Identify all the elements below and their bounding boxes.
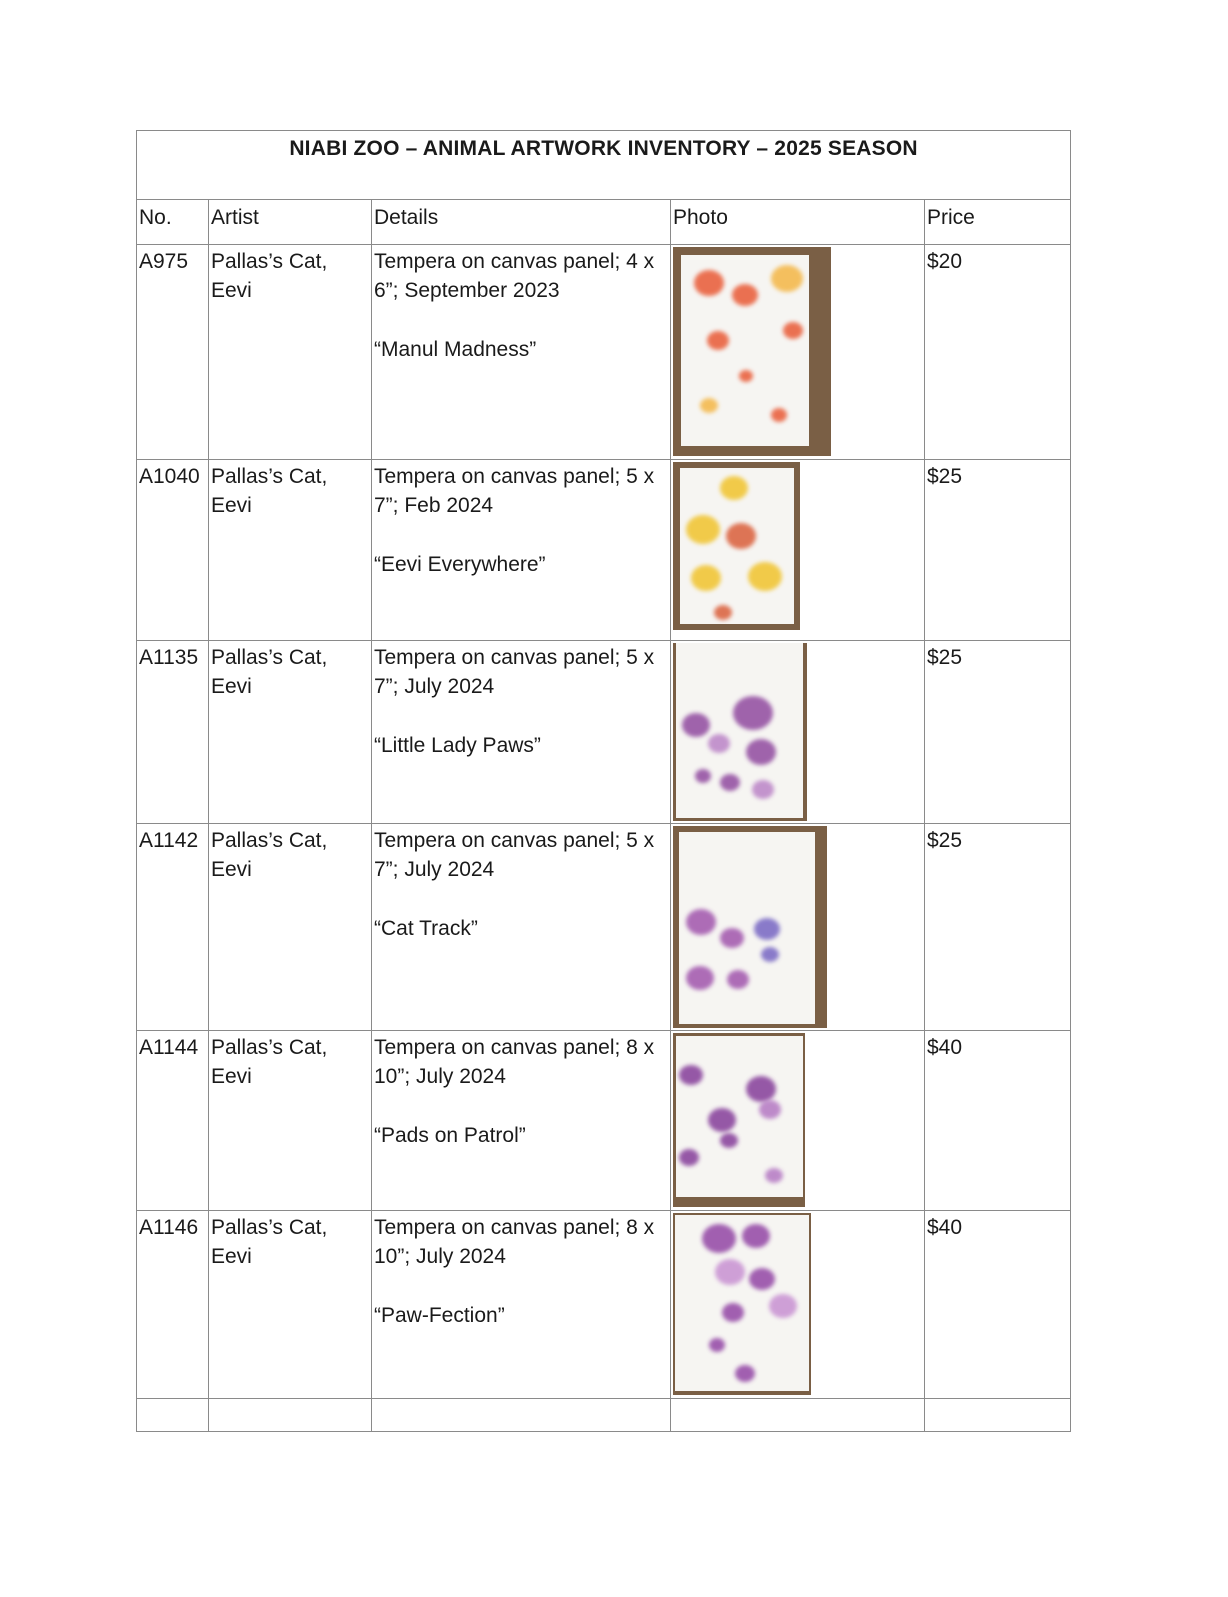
column-header-details: Details bbox=[372, 200, 671, 245]
artwork-photo bbox=[673, 1213, 811, 1395]
paint-blot bbox=[722, 1303, 744, 1322]
paint-blot bbox=[759, 1100, 781, 1119]
item-number: A1146 bbox=[137, 1211, 209, 1399]
item-details bbox=[372, 641, 671, 824]
paint-blot bbox=[739, 370, 753, 382]
table-row bbox=[137, 245, 1071, 460]
paint-blot bbox=[709, 1338, 725, 1352]
paint-blot bbox=[714, 605, 732, 620]
empty-cell bbox=[925, 1399, 1071, 1432]
empty-row bbox=[137, 1399, 1071, 1432]
header-row bbox=[137, 200, 1071, 245]
paint-blot bbox=[694, 270, 724, 296]
item-price: $25 bbox=[925, 641, 1071, 824]
artwork-title: “Eevi Everywhere” bbox=[374, 553, 546, 576]
paint-blot bbox=[707, 331, 729, 350]
paint-blot bbox=[720, 476, 748, 500]
paint-blot bbox=[702, 1224, 736, 1253]
item-details bbox=[372, 460, 671, 641]
artist-name: Pallas’s Cat, Eevi bbox=[209, 1211, 372, 1399]
table-row bbox=[137, 641, 1071, 824]
paint-blot bbox=[732, 284, 758, 306]
paint-blot bbox=[746, 739, 776, 765]
photo-cell bbox=[671, 1031, 925, 1211]
artwork-title: “Pads on Patrol” bbox=[374, 1124, 526, 1147]
item-number: A1135 bbox=[137, 641, 209, 824]
paint-blot bbox=[682, 713, 710, 737]
paint-blot bbox=[679, 1065, 703, 1085]
paint-blot bbox=[700, 398, 718, 413]
paint-blot bbox=[748, 562, 782, 591]
artwork-photo bbox=[673, 643, 807, 821]
paint-blot bbox=[761, 947, 779, 962]
medium-size-date: Tempera on canvas panel; 8 x 10”; July 2024 bbox=[374, 1216, 655, 1268]
artist-name: Pallas’s Cat, Eevi bbox=[209, 460, 372, 641]
artwork-photo bbox=[673, 826, 827, 1028]
artwork-photo bbox=[673, 1033, 805, 1207]
paint-blot bbox=[752, 780, 774, 799]
item-details bbox=[372, 1211, 671, 1399]
photo-cell bbox=[671, 460, 925, 641]
photo-cell bbox=[671, 641, 925, 824]
item-details bbox=[372, 245, 671, 460]
artist-name: Pallas’s Cat, Eevi bbox=[209, 1031, 372, 1211]
paint-blot bbox=[708, 734, 730, 753]
item-details bbox=[372, 824, 671, 1031]
empty-cell bbox=[372, 1399, 671, 1432]
artist-name: Pallas’s Cat, Eevi bbox=[209, 824, 372, 1031]
empty-cell bbox=[209, 1399, 372, 1432]
photo-cell bbox=[671, 824, 925, 1031]
empty-cell bbox=[137, 1399, 209, 1432]
item-number: A1040 bbox=[137, 460, 209, 641]
artwork-title: “Cat Track” bbox=[374, 917, 478, 940]
empty-cell bbox=[671, 1399, 925, 1432]
item-price: $25 bbox=[925, 460, 1071, 641]
item-number: A975 bbox=[137, 245, 209, 460]
artwork-title: “Manul Madness” bbox=[374, 338, 537, 361]
medium-size-date: Tempera on canvas panel; 5 x 7”; July 2024 bbox=[374, 646, 655, 698]
paint-blot bbox=[686, 966, 714, 990]
item-price: $40 bbox=[925, 1211, 1071, 1399]
medium-size-date: Tempera on canvas panel; 5 x 7”; July 2024 bbox=[374, 829, 655, 881]
inventory-table bbox=[136, 130, 1071, 1432]
document-title: NIABI ZOO – ANIMAL ARTWORK INVENTORY – 2025 SEASON bbox=[137, 131, 1071, 200]
item-price: $40 bbox=[925, 1031, 1071, 1211]
artist-name: Pallas’s Cat, Eevi bbox=[209, 641, 372, 824]
artwork-title: “Paw-Fection” bbox=[374, 1304, 505, 1327]
paint-blot bbox=[733, 696, 773, 730]
column-header-artist: Artist bbox=[209, 200, 372, 245]
paint-blot bbox=[720, 928, 744, 948]
medium-size-date: Tempera on canvas panel; 8 x 10”; July 2024 bbox=[374, 1036, 655, 1088]
artist-name: Pallas’s Cat, Eevi bbox=[209, 245, 372, 460]
paint-blot bbox=[727, 970, 749, 989]
column-header-no: No. bbox=[137, 200, 209, 245]
paint-blot bbox=[742, 1224, 770, 1248]
paint-blot bbox=[769, 1294, 797, 1318]
paint-blot bbox=[746, 1076, 776, 1102]
item-number: A1144 bbox=[137, 1031, 209, 1211]
paint-blot bbox=[686, 515, 720, 544]
photo-cell bbox=[671, 1211, 925, 1399]
paint-blot bbox=[686, 909, 716, 935]
item-price: $25 bbox=[925, 824, 1071, 1031]
paint-blot bbox=[749, 1268, 775, 1290]
paint-blot bbox=[691, 565, 721, 591]
medium-size-date: Tempera on canvas panel; 4 x 6”; September 2023 bbox=[374, 250, 655, 302]
item-details bbox=[372, 1031, 671, 1211]
paint-blot bbox=[754, 918, 780, 940]
paint-blot bbox=[771, 408, 787, 422]
paint-blot bbox=[765, 1168, 783, 1183]
table-row bbox=[137, 1211, 1071, 1399]
column-header-price: Price bbox=[925, 200, 1071, 245]
artwork-photo bbox=[673, 462, 800, 630]
paint-blot bbox=[783, 322, 803, 339]
paint-blot bbox=[771, 265, 803, 292]
paint-blot bbox=[720, 774, 740, 791]
table-row bbox=[137, 460, 1071, 641]
item-price: $20 bbox=[925, 245, 1071, 460]
paint-blot bbox=[715, 1259, 745, 1285]
item-number: A1142 bbox=[137, 824, 209, 1031]
table-row bbox=[137, 824, 1071, 1031]
paint-blot bbox=[708, 1108, 736, 1132]
artwork-photo bbox=[673, 247, 831, 456]
artwork-title: “Little Lady Paws” bbox=[374, 734, 541, 757]
table-row bbox=[137, 1031, 1071, 1211]
medium-size-date: Tempera on canvas panel; 5 x 7”; Feb 2024 bbox=[374, 465, 655, 517]
paint-blot bbox=[726, 523, 756, 549]
paint-blot bbox=[735, 1365, 755, 1382]
paint-blot bbox=[695, 769, 711, 783]
paint-blot bbox=[679, 1149, 699, 1166]
photo-cell bbox=[671, 245, 925, 460]
column-header-photo: Photo bbox=[671, 200, 925, 245]
paint-blot bbox=[720, 1133, 738, 1148]
